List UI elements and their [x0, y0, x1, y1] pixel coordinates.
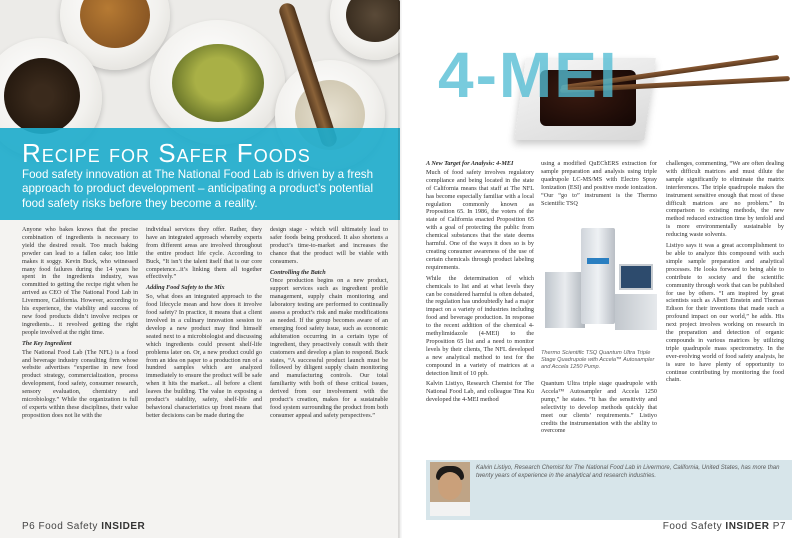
paragraph: Once production begins on a new product, support services such as ingredient profile management, supply chain monitoring and laboratory testing are performed to continually assess a product’s risk and make modifications as needed. If the group becomes aware of an emerging food safety issue, such as economic adulteration occurring in a certain type of ingredient, they proactively consult with their customers and develop a plan to respond. Buck states, “A successful product launch must be followed by diligent supply chain monitoring and manufacturing controls. Our total familiarity with both of these critical issues, derived from our involvement with the product’s creation, makes for a sustainable food system surrounding the product from both consumer appeal and safety perspectives.” — [270, 277, 388, 419]
paragraph: Kalvin Listiyo, Research Chemist for The National Food Lab, and colleague Tina Ku developed the 4-MEI method — [426, 380, 534, 404]
headline-4mei: 4-MEI — [438, 39, 619, 111]
left-folio — [22, 521, 145, 532]
paragraph: challenges, commenting, “We are often dealing with difficult matrices and must dilute the sample significantly to eliminate the matrix interferences. The triple quadrupole makes the instrument sensitive enough that most of these difficult matrices are no problem.” In comparison to existing methods, the new method reduced extraction time by tenfold and is more environmentally sustainable by reducing waste solvents. — [666, 160, 784, 239]
publication-name: Food Safety — [38, 521, 98, 532]
publication-brand: INSIDER — [725, 521, 770, 532]
spice-bowl — [330, 0, 400, 60]
publication-brand: INSIDER — [101, 521, 146, 532]
page-gutter — [398, 0, 402, 538]
paragraph: So, what does an integrated approach to the food lifecycle mean and how does it involve food safety? In practice, it means that a client involved in a culinary innovation session to develop a new product may find himself seated next to a microbiologist and discussing which ingredients could present shelf-life problems later on. Or, a new product could go from an idea on paper to a production run of a hundred samples which are analyzed immediately to ensure the product will be safe when it hits the market... all before a client leaves the building. The value in exposing a product’s stability, safety, shelf-life and behavioral characteristics up front means that better decisions can be made during the — [146, 293, 262, 419]
paragraph: Listiyo says it was a great accomplishment to be able to analyze this compound with such simple sample preparation and analytical processes. He looks forward to being able to contribute to society and the scientific community through work that can be published for use by others. “I am inspired by great scientists such as Albert Einstein and Thomas Edison for their inventions that made such a profound impact on our world,” he adds. His next project involves working on research in the preparation and detection of organic compounds in various matrices by utilizing triple quadrupole mass spectrometry. In the ever-evolving world of food safety analysis, he is sure to have plenty of opportunity to continue contributing by monitoring the food chain. — [666, 242, 784, 384]
paragraph: Anyone who bakes knows that the precise combination of ingredients is necessary to yield the desired result. Too much baking powder can lead to a fallen cake; too little makes it soggy. Kevin Buck, who witnessed many food failures during the 14 years he spent in the ingredients industry, was committed to getting the recipe right when he arrived as CEO of The National Food Lab in Livermore, California. However, according to his experience, the viability and success of new food products didn’t involve recipes or ingredients... it revolved getting the right people involved at the right time. — [22, 226, 138, 336]
subheading: Controlling the Batch — [270, 268, 326, 276]
paragraph: individual services they offer. Rather, they have an integrated approach whereby experts from different areas are involved throughout the entire product life cycle. According to Buck, “It isn’t the talent itself that is our core competence...it’s linking them all together effectively.” — [146, 226, 262, 281]
right-column-3 — [666, 160, 784, 387]
photo-caption: Thermo Scientific TSQ Quantum Ultra Triple Stage Quadrupole with Accela™ Autosampler and Accela 1250 Pump. — [541, 350, 655, 370]
right-column-2-bottom — [541, 380, 657, 438]
paragraph: design stage - which will ultimately lead to safer foods being produced. It also shortens a product’s time-to-market and increases the chance that the product will be viable with consumers. — [270, 226, 388, 265]
subheading: A New Target for Analysis: 4-MEI — [426, 160, 514, 167]
subheading: The Key Ingredient — [22, 339, 72, 347]
publication-name: Food Safety — [662, 521, 723, 532]
paragraph: Much of food safety involves regulatory compliance and being located in the state of California means that staff at The NFL has become especially familiar with a local regulation commonly known as Proposition 65. In 1986, the voters of the state of California enacted Proposition 65 with a goal of protecting the public from chemical substances that the state deems harmful. One of the ways it does so is by creating consumer awareness of the use of certain chemicals through product labeling requirements. — [426, 168, 534, 271]
author-portrait — [430, 462, 470, 516]
author-bio: Kalvin Listiyo, Research Chemist for The National Food Lab in Livermore, California, United States, has more than twenty years of experience in the analytical and research industries. — [476, 465, 780, 479]
paragraph: Quantum Ultra triple stage quadrupole with Accela™ Autosampler and Accela 1250 pump,” he states. “It has the sensitivity and selectivity to develop methods quickly that meet our clients’ requirements.” Listiyo credits the instrumentation with the ability to overcome — [541, 380, 657, 435]
page-number: P6 — [22, 521, 36, 532]
right-column-1 — [426, 160, 534, 407]
article-deck: Food safety innovation at The National Food Lab is driven by a fresh approach to product development – anticipating a product’s potential food safety risks before they become a reality. — [22, 168, 374, 210]
paragraph: While the determination of which chemicals to list and at what levels they can be considered harmful is often debated, the regulation has undoubtedly had a major impact on a variety of industries including food and beverage production. In response to the recent addition of the chemical 4-methylimidazole (4-MEI) to the Proposition 65 list and a need to monitor levels by their clients, The NFL developed a new analytical method to test for the compound in a variety of matrices at a detection limit of 10 ppb. — [426, 274, 534, 377]
right-column-2-top — [541, 160, 657, 210]
paragraph: using a modified QuEChERS extraction for sample preparation and analysis using triple quadrupole LC-MS/MS with Electro Spray Ionization (ESI) and positive mode ionization. “Our “go to” instrument is the Thermo Scientific TSQ — [541, 160, 657, 207]
mass-spectrometer-photo — [541, 228, 659, 348]
body-column-3 — [270, 226, 388, 423]
body-column-2 — [146, 226, 262, 423]
paragraph: The National Food Lab (The NFL) is a food and beverage industry consulting firm whose website advertises “expertise in new food product strategy, commercialization, process development, food safety, consumer research, sensory evaluation, chemistry and microbiology.” While the organization is full of experts within these disciplines, their value proposition does not lie with the — [22, 348, 138, 419]
subheading: Adding Food Safety to the Mix — [146, 284, 225, 292]
right-folio — [663, 521, 786, 532]
body-column-1 — [22, 226, 138, 423]
article-title: Recipe for Safer Foods — [22, 138, 311, 168]
bay-leaf-bowl — [150, 20, 285, 145]
page-number: P7 — [772, 521, 786, 532]
